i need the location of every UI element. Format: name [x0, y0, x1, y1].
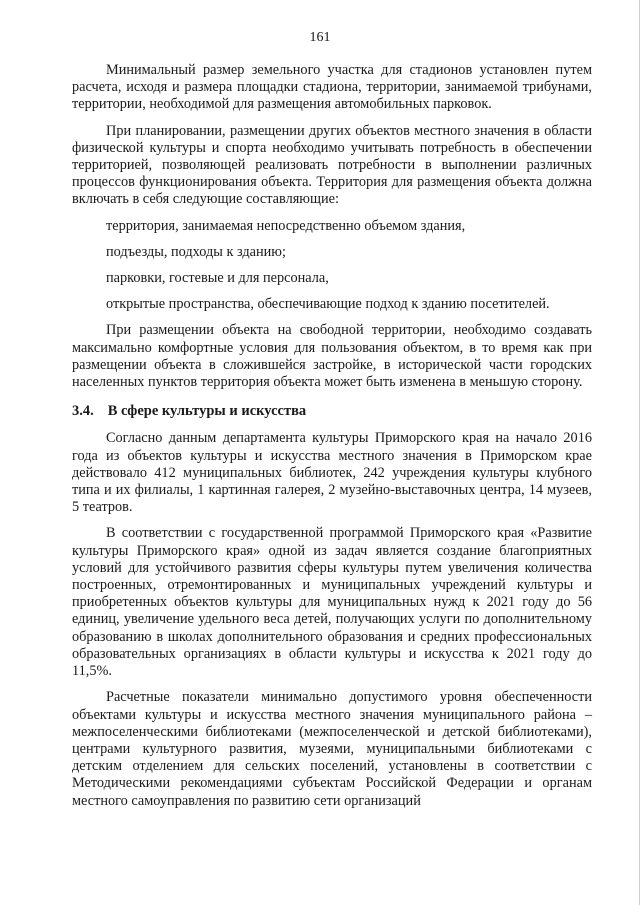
list-item-access: подъезды, подходы к зданию; [106, 243, 286, 260]
section-title: В сфере культуры и искусства [107, 403, 307, 420]
paragraph-placement: При размещении объекта на свободной территории, необходимо создавать максимально комфортные условия для пользования объектом, в то время как при размещении объекта в сложившейся застройке, в исторической части городских населенных пунктов территория объекта может быть изменена в меньшую сторону. [72, 322, 592, 391]
page-number: 161 [309, 30, 331, 45]
section-heading [72, 403, 592, 420]
paragraph-state-program: В соответствии с государственной программой Приморского края «Развитие культуры Приморского края» одной из задач является создание благоприятных условий для устойчивого развития сферы культуры путем увеличения количества построенных, отремонтированных и муниципальных учреждений культуры и приобретенных объектов культуры для муниципальных нужд к 2021 году до 56 единиц, увеличение удельного веса детей, получающих услуги по дополнительному образованию в школах дополнительного образования и средних профессиональных образовательных организациях в области культуры и искусства к 2021 году до 11,5%. [72, 525, 592, 680]
paragraph-culture-stats: Согласно данным департамента культуры Приморского края на начало 2016 года из объектов культуры и искусства местного значения в Приморском крае действовало 412 муниципальных библиотек, 242 учреждения культуры клубного типа и их филиалы, 1 картинная галерея, 2 музейно-выставочных центра, 14 музеев, 5 театров. [72, 430, 592, 516]
list-item-open-spaces: открытые пространства, обеспечивающие подход к зданию посетителей. [106, 296, 550, 313]
section-number: 3.4. [72, 403, 94, 420]
list-item-parking: парковки, гостевые и для персонала, [106, 270, 329, 287]
paragraph-stadium-size: Минимальный размер земельного участка для стадионов установлен путем расчета, исходя и размера площадки стадиона, территории, занимаемой трибунами, территории, необходимой для размещения автомобильных парковок. [72, 62, 592, 113]
paragraph-indicators: Расчетные показатели минимально допустимого уровня обеспеченности объектами культуры и искусства местного значения муниципального района – межпоселенческими библиотеками (межпоселенческой и детской библиотеками), центрами культурного развития, музеями, муниципальными библиотеками с детским отделением для сельских поселений, установлены в соответствии с Методическими рекомендациями субъектам Российской Федерации и органам местного самоуправления по развитию сети организаций [72, 689, 592, 809]
paragraph-sports-planning: При планировании, размещении других объектов местного значения в области физической культуры и спорта необходимо учитывать потребность в обеспечении территорией, позволяющей реализовать потребности в выполнении различных процессов функционирования объекта. Территория для размещения объекта должна включать в себя следующие составляющие: [72, 122, 592, 208]
list-item-building-territory: территория, занимаемая непосредственно объемом здания, [106, 217, 466, 234]
document-body [72, 62, 592, 810]
